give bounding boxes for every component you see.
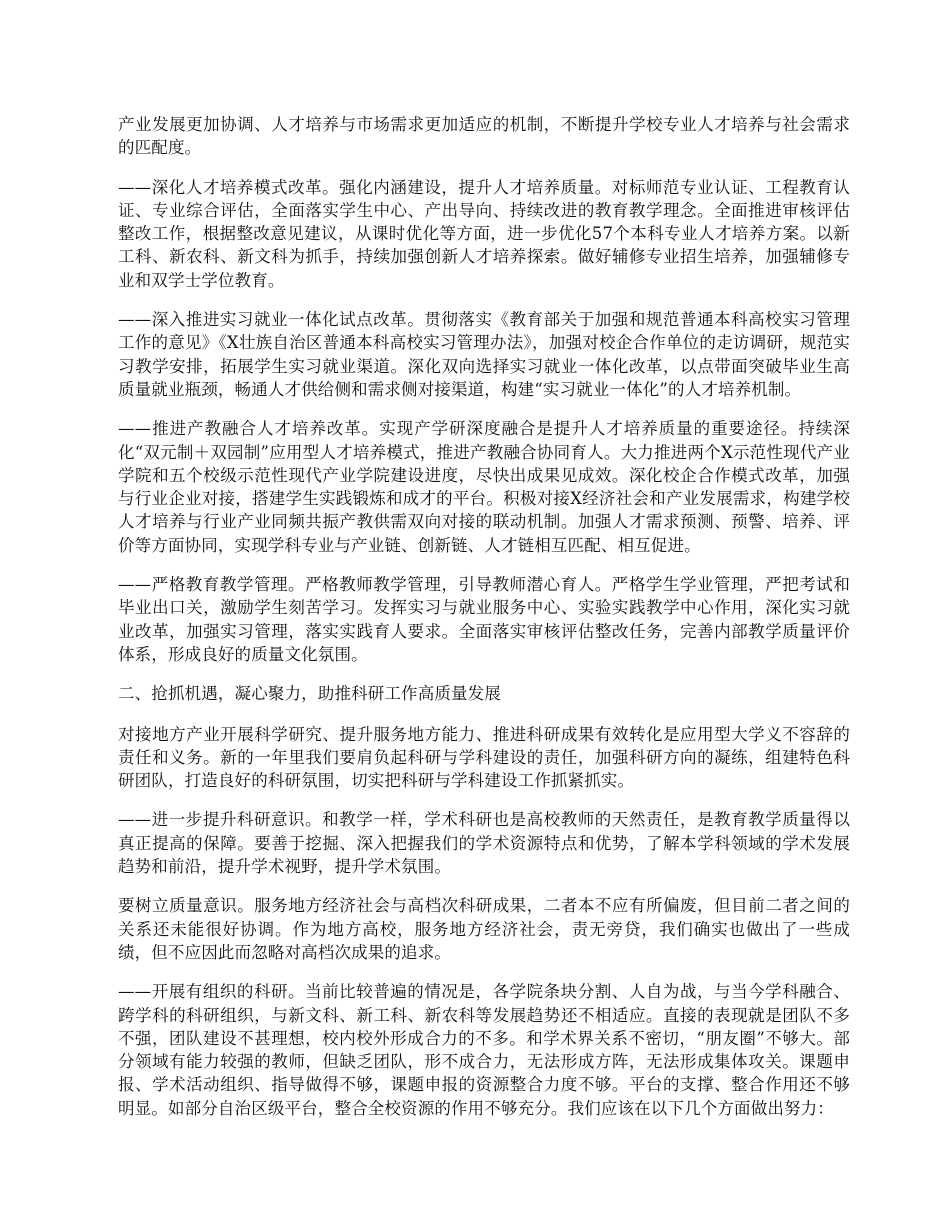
paragraph-quality-awareness: 要树立质量意识。服务地方经济社会与高档次科研成果，二者本不应有所偏废，但目前二者之间的关系还未能很好协调。作为地方高校，服务地方经济社会，责无旁贷，我们确实也做出了一些成绩，但不应因此而忽略对高档次成果的追求。 — [118, 896, 850, 962]
paragraph-talent-training-reform: ——深化人才培养模式改革。强化内涵建设，提升人才培养质量。对标师范专业认证、工程教育认证、专业综合评估，全面落实学生中心、产出导向、持续改进的教育教学理念。全面推进审核评估整改工作，根据整改意见建议，从课时优化等方面，进一步优化57个本科专业人才培养方案。以新工科、新农科、新文科为抓手，持续加强创新人才培养探索。做好辅修专业招生培养，加强辅修专业和双学士学位教育。 — [118, 177, 850, 290]
document-body — [118, 113, 850, 1136]
paragraph-intro: 产业发展更加协调、人才培养与市场需求更加适应的机制，不断提升学校专业人才培养与社会需求的匹配度。 — [118, 115, 850, 158]
paragraph-industry-education-integration: ——推进产教融合人才培养改革。实现产学研深度融合是提升人才培养质量的重要途径。持续深化“双元制＋双园制”应用型人才培养模式，推进产教融合协同育人。大力推进两个X示范性现代产业学院和五个校级示范性现代产业学院建设进度，尽快出成果见成效。深化校企合作模式改革，加强与行业企业对接，搭建学生实践锻炼和成才的平台。积极对接X经济社会和产业发展需求，构建学校人才培养与行业产业同频共振产教供需双向对接的联动机制。加强人才需求预测、预警、培养、评价等方面协同，实现学科专业与产业链、创新链、人才链相互匹配、相互促进。 — [118, 419, 850, 555]
paragraph-teaching-management: ——严格教育教学管理。严格教师教学管理，引导教师潜心育人。严格学生学业管理，严把考试和毕业出口关，激励学生刻苦学习。发挥实习与就业服务中心、实验实践教学中心作用，深化实习就业改革，加强实习管理，落实实践育人要求。全面落实审核评估整改任务，完善内部教学质量评价体系，形成良好的质量文化氛围。 — [118, 575, 850, 664]
paragraph-research-awareness: ——进一步提升科研意识。和教学一样，学术科研也是高校教师的天然责任，是教育教学质量得以真正提高的保障。要善于挖掘、深入把握我们的学术资源特点和优势，了解本学科领域的学术发展趋势和前沿，提升学术视野，提升学术氛围。 — [118, 810, 850, 877]
paragraph-internship-employment-reform: ——深入推进实习就业一体化试点改革。贯彻落实《教育部关于加强和规范普通本科高校实习管理工作的意见》《X壮族自治区普通本科高校实习管理办法》，加强对校企合作单位的走访调研，规范实习教学安排，拓展学生实习就业渠道。深化双向选择实习就业一体化改革，以点带面突破毕业生高质量就业瓶颈，畅通人才供给侧和需求侧对接渠道，构建“实习就业一体化”的人才培养机制。 — [118, 310, 850, 399]
section-heading-research: 二、抢抓机遇，凝心聚力，助推科研工作高质量发展 — [118, 684, 501, 704]
paragraph-research-intro: 对接地方产业开展科学研究、提升服务地方能力、推进科研成果有效转化是应用型大学义不容辞的责任和义务。新的一年里我们要肩负起科研与学科建设的责任，加强科研方向的凝练，组建特色科研团队，打造良好的科研氛围，切实把科研与学科建设工作抓紧抓实。 — [118, 724, 850, 791]
paragraph-organized-research: ——开展有组织的科研。当前比较普遍的情况是，各学院条块分割、人自为战，与当今学科融合、跨学科的科研组织，与新文科、新工科、新农科等发展趋势还不相适应。直接的表现就是团队不多不强，团队建设不甚理想，校内校外形成合力的不多。和学术界关系不密切，“朋友圈”不够大。部分领域有能力较强的教师，但缺乏团队，形不成合力，无法形成方阵，无法形成集体攻关。课题申报、学术活动组织、指导做得不够，课题申报的资源整合力度不够。平台的支撑、整合作用还不够明显。如部分自治区级平台，整合全校资源的作用不够充分。我们应该在以下几个方面做出努力： — [118, 982, 850, 1118]
